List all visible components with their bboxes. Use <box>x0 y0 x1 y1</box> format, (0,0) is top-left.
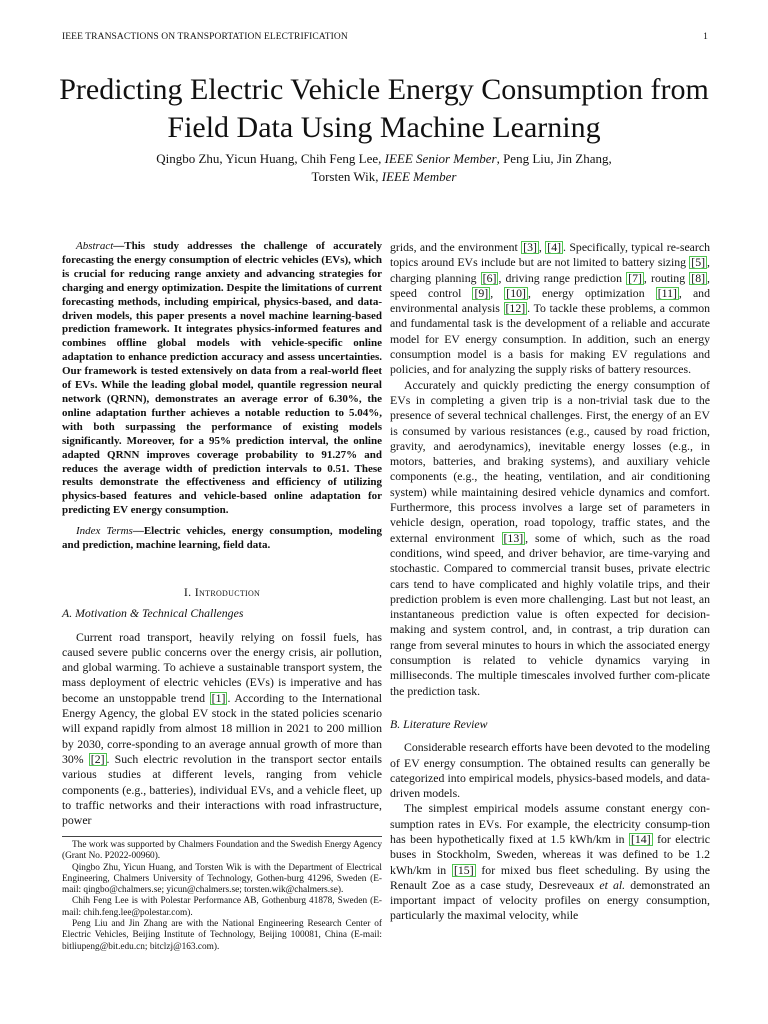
text-run: , some of which, such as the road conditions, wind speed, and driver behavior, are time-varying and stochastic. Compared to commercial transit buses, private electric cars tend to have complicated and highly volatile trips, and their prediction problem is even more challenging. Last but not least, an instantaneous prediction value is often expected for decision-making and system control, and, in contrast, a trip duration can range from several minutes to hours in which the associated energy consumption is related to vehicle dynamics varying in milliseconds. The multiple timescales involved further com-plicate the prediction task. <box>390 530 710 698</box>
author-list <box>40 150 728 186</box>
footnote-affiliation-polestar: Chih Feng Lee is with Polestar Performance AB, Gothenburg 41878, Sweden (E-mail: chih.feng.lee@polestar.com). <box>62 896 382 918</box>
citation-link[interactable]: [6] <box>482 270 497 285</box>
text-run: The simplest empirical models assume constant energy con-sumption rates in EVs. For example, the electricity consump-tion has been hypothetically fixed at 1.5 kWh/km in <box>390 801 710 846</box>
subsection-heading-motivation: A. Motivation & Technical Challenges <box>62 606 244 621</box>
author-role-member: IEEE Member <box>381 169 457 184</box>
citation-link[interactable]: [11] <box>657 285 677 300</box>
abstract <box>62 240 382 518</box>
intro-paragraph-1 <box>62 630 382 829</box>
citation-link[interactable]: [2] <box>90 751 105 766</box>
section-heading-introduction <box>62 585 382 600</box>
text-run: for electric buses in Stockholm, Sweden, whereas it was defined to be 1.2 kWh/km in <box>390 831 710 877</box>
text-run: Current road transport, heavily relying on fossil fuels, has caused severe public concerns over the energy crisis, air pollution, and global warming. To achieve a sustainable transport system, the mass deployment of electric vehicles (EVs) is imperative and has become an unstoppable trend <box>62 629 382 705</box>
citation-link[interactable]: [15] <box>453 862 474 877</box>
author-names-2: , Peng Liu, Jin Zhang, <box>496 151 612 166</box>
text-run: et al. <box>599 877 626 892</box>
citation-link[interactable]: [3] <box>523 240 537 254</box>
paper-title: Predicting Electric Vehicle Energy Consumption from Field Data Using Machine Learning <box>59 73 709 144</box>
text-run: for mixed bus fleet scheduling. By using the Renault Zoe as a case study, Desreveaux <box>390 862 711 892</box>
text-run: , driving range prediction <box>498 270 627 285</box>
text-run: . According to the International Energy Agency, the global EV stock in the stated policies scenario will expand rapidly from almost 18 million in 2021 to 200 million by 2030, corre-sponding to an average annual growth of more than 30% <box>62 690 382 766</box>
author-role-senior: IEEE Senior Member <box>384 151 497 166</box>
citation-link[interactable]: [9] <box>474 285 489 300</box>
citation-link[interactable]: [1] <box>211 690 226 705</box>
citation-link[interactable]: [5] <box>691 255 706 270</box>
citation-link[interactable]: [4] <box>547 240 562 254</box>
text-run: grids, and the environment <box>390 240 522 254</box>
intro-paragraph-2 <box>390 378 710 699</box>
text-run: , <box>538 240 546 254</box>
citation-link[interactable]: [13] <box>503 530 524 545</box>
text-run: , speed control <box>390 270 710 300</box>
citation-link[interactable]: [8] <box>691 270 706 285</box>
abstract-text: —This study addresses the challenge of accurately forecasting the energy consumption of electric vehicles (EVs), which is crucial for reducing range anxiety and advancing strategies for charging and energy optimization. Despite the limitations of current forecasting methods, including empirical, physics-based, and data-driven models, this paper presents a novel machine learning-based prediction framework. It integrates physics-informed features and combines offline global models with vehicle-specific online adaptation to enhance prediction accuracy and assess uncertainties. Our framework is tested extensively on data from a real-world fleet of EVs. While the leading global model, quantile regression neural network (QRNN), demonstrates an average error of 6.30%, the online adaptation further achieves a notable reduction to 5.04%, with both surpassing the performance of existing models significantly. Moreover, for a 95% prediction interval, the online adapted QRNN improves coverage probability to 91.27% and reduces the average width of prediction intervals to 0.51. These results demonstrate the effectiveness and efficiency of utilizing physics-based features and vehicle-based online adaptation for predicting EV energy consumption. <box>62 240 382 517</box>
text-run: . To tackle these problems, a common and fundamental task is the development of a reliable and accurate model for EV energy consumption. In addition, such an energy consumption model is a basis for making EV regulations and policies, and for analyzing the supply risks of battery resources. <box>390 301 710 377</box>
abstract-label: Abstract <box>76 240 114 252</box>
left-column <box>62 240 382 828</box>
page-number: 1 <box>703 32 708 42</box>
text-run: demonstrated an important impact of velocity profiles on energy consumption, particularly the maximal velocity, while <box>390 877 710 923</box>
index-terms-text: —Electric vehicles, energy consumption, modeling and prediction, machine learning, field data. <box>62 525 382 552</box>
citation-link[interactable]: [7] <box>628 270 642 285</box>
text-run: , and environmental analysis <box>390 285 710 316</box>
footnotes <box>62 836 382 953</box>
text-run: , routing <box>643 270 690 285</box>
text-run: Accurately and quickly predicting the energy consumption of EVs in completing a given trip is a non-trivial task due to the presence of several technical challenges. First, the energy of an EV is consumed by various resistances (e.g., caused by road friction, gravity, and aerodynamics), inevitable energy losses (e.g., in motors, batteries, and braking systems), and auxiliary vehicle components (e.g., the heating, ventilation, and air conditioning system) while maintaining desired vehicle dynamics and comfort. Furthermore, this process involves a large set of parameters in vehicle design, operation, road topology, traffic states, and the external environment <box>390 377 710 545</box>
text-run: , <box>490 285 505 300</box>
footnote-affiliation-bit: Peng Liu and Jin Zhang are with the National Engineering Research Center of Electric Vehicles, Beijing Institute of Technology, Beijing 100081, China (E-mail: bitliupeng@bit.edu.cn; bitclzj@163.com). <box>62 919 382 952</box>
journal-name: IEEE TRANSACTIONS ON TRANSPORTATION ELECTRIFICATION <box>62 32 348 42</box>
author-names-3: Torsten Wik, <box>311 169 379 184</box>
author-names-1: Qingbo Zhu, Yicun Huang, Chih Feng Lee, <box>156 151 382 166</box>
index-terms <box>62 525 382 553</box>
subsection-heading-literature-review: B. Literature Review <box>390 716 488 731</box>
intro-paragraph-1-continued <box>390 240 710 378</box>
text-run: . Specifically, typical re-search topics around EVs include but are not limited to battery sizing <box>390 240 710 270</box>
section-number: I. <box>183 584 192 599</box>
section-title: Introduction <box>194 584 261 599</box>
citation-link[interactable]: [10] <box>506 285 526 300</box>
text-run: , charging planning <box>390 255 710 285</box>
text-run: . Such electric revolution in the transport sector entails various studies at different levels, ranging from vehicle components (e.g., batteries), individual EVs, and a vehicle fleet, up to traffic networks and their interactions with road infrastructure, power <box>62 751 382 828</box>
footnote-affiliation-chalmers: Qingbo Zhu, Yicun Huang, and Torsten Wik is with the Department of Electrical Engineering, Chalmers University of Technology, Gothen-burg 41296, Sweden (E-mail: qingbo@chalmers.se; yicun@chalmers.se; torsten.wik@chalmers.se). <box>62 862 382 896</box>
index-terms-label: Index Terms <box>76 525 133 538</box>
citation-link[interactable]: [12] <box>505 301 526 316</box>
text-run: , energy optimization <box>527 285 656 300</box>
right-column <box>390 240 710 924</box>
running-header <box>62 32 708 42</box>
literature-paragraph-1: Considerable research efforts have been devoted to the modeling of EV energy consumption. The obtained results can generally be categorized into empirical models, physics-based models, and data-driven models. <box>390 740 710 801</box>
footnote-funding: The work was supported by Chalmers Foundation and the Swedish Energy Agency (Grant No. P2022-00960). <box>62 840 382 862</box>
citation-link[interactable]: [14] <box>630 831 651 846</box>
literature-paragraph-2 <box>390 801 710 923</box>
